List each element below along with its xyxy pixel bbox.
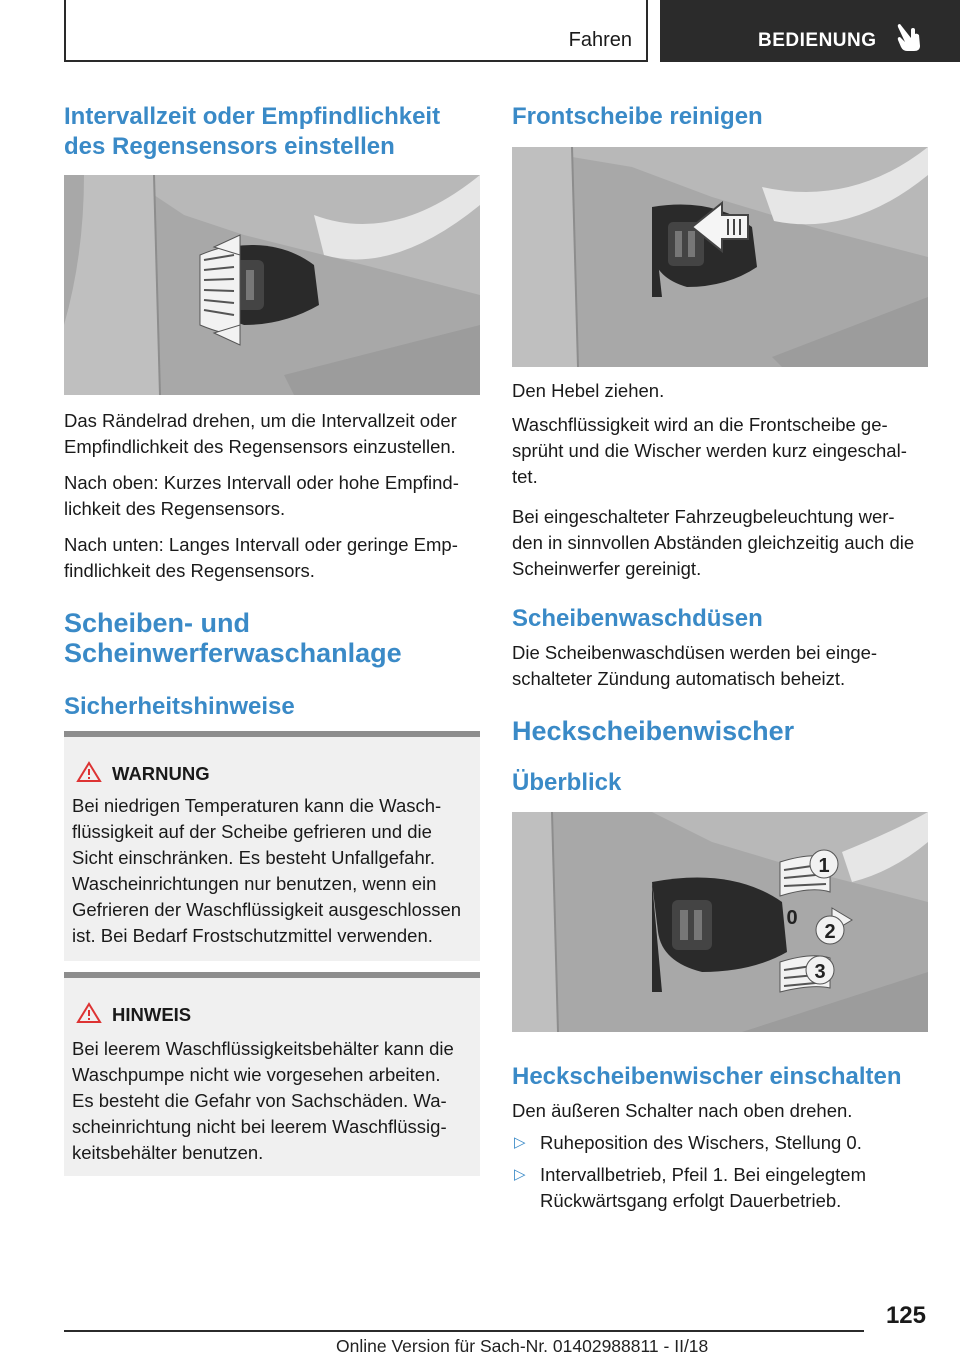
figure-label-0: 0 xyxy=(786,907,798,929)
heading-overview: Überblick xyxy=(512,769,622,796)
heading-rear-wiper-on: Heckscheibenwischer einschalten xyxy=(512,1063,902,1090)
paragraph-pull-lever: Den Hebel ziehen. xyxy=(512,380,665,401)
hint-title: HINWEIS xyxy=(112,1004,192,1025)
figure-rear-wiper-switch xyxy=(512,812,928,1032)
paragraph-downwards: Nach unten: Langes Intervall oder geringe Emp‐ findlichkeit des Regensensors. xyxy=(64,534,458,581)
bullet-triangle-icon: ▷ xyxy=(514,1166,526,1183)
warning-text: Bei niedrigen Temperaturen kann die Wasch‐ flüssigkeit auf der Scheibe gefrieren und die Sicht einschränken. Es besteht Unfallgefahr. Wascheinrichtungen nur benutzen, wenn ein Gefrieren der Waschflüssigkeit ausgeschlossen ist. Bei Bedarf Frostschutzmittel verwenden. xyxy=(72,795,462,946)
heading-washer-system: Scheiben- und Scheinwerferwaschanlage xyxy=(64,608,402,668)
paragraph-turn-switch: Den äußeren Schalter nach oben drehen. xyxy=(512,1100,853,1121)
warning-box xyxy=(64,731,480,961)
heading-interval-sensitivity: Intervallzeit oder Empfindlichkeit des Regensensors einstellen xyxy=(64,103,441,160)
list-item: ▷ Intervallbetrieb, Pfeil 1. Bei eingelegtem Rückwärtsgang erfolgt Dauerbetrieb. xyxy=(514,1164,866,1211)
warning-triangle-icon xyxy=(76,761,102,783)
list-item: ▷ Ruheposition des Wischers, Stellung 0. xyxy=(514,1132,862,1153)
paragraph-washer-fluid: Waschflüssigkeit wird an die Frontscheibe ge‐ sprüht und die Wischer werden kurz eingeschal‐ tet. xyxy=(512,414,907,487)
header-chapter-tab xyxy=(64,0,648,62)
paragraph-thumbwheel: Das Rändelrad drehen, um die Intervallzeit oder Empfindlichkeit des Regensensors einzustellen. xyxy=(64,410,457,457)
figure-label-1: 1 xyxy=(818,855,830,877)
footer-version-text: Online Version für Sach-Nr. 01402988811 - II/18 xyxy=(336,1336,709,1356)
warning-title: WARNUNG xyxy=(112,763,210,784)
header-section-tab xyxy=(660,0,960,62)
paragraph-washer-jets: Die Scheibenwaschdüsen werden bei einge‐ schalteter Zündung automatisch beheizt. xyxy=(512,642,878,689)
heading-washer-jets: Scheibenwaschdüsen xyxy=(512,605,763,632)
bullet-triangle-icon: ▷ xyxy=(514,1134,526,1151)
header-chapter: Fahren xyxy=(568,29,632,51)
hint-box xyxy=(64,972,480,1176)
pointing-hand-icon xyxy=(896,22,922,52)
header-section: BEDIENUNG xyxy=(758,30,877,51)
heading-safety-notes: Sicherheitshinweise xyxy=(64,693,295,720)
figure-thumbwheel xyxy=(64,175,480,395)
figure-label-2: 2 xyxy=(824,921,836,943)
footer-rule xyxy=(64,1330,864,1332)
paragraph-upwards: Nach oben: Kurzes Intervall oder hohe Empfind‐ lichkeit des Regensensors. xyxy=(64,472,459,519)
figure-pull-lever xyxy=(512,147,928,367)
bullet-list xyxy=(512,1130,932,1214)
caution-triangle-icon xyxy=(76,1002,102,1024)
heading-rear-wiper: Heckscheibenwischer xyxy=(512,716,795,746)
paragraph-headlight-cleaning: Bei eingeschalteter Fahrzeugbeleuchtung wer‐ den in sinnvollen Abständen gleichzeitig auch die Scheinwerfer gereinigt. xyxy=(512,506,915,579)
hint-text: Bei leerem Waschflüssigkeitsbehälter kann die Waschpumpe nicht wie vorgesehen arbeiten. Es besteht die Gefahr von Sachschäden. Wa‐ scheinrichtung nicht bei leerem Waschflüssig‐ keitsbehälter benutzen. xyxy=(72,1038,454,1163)
page-number: 125 xyxy=(885,1302,926,1329)
heading-clean-windshield: Frontscheibe reinigen xyxy=(512,103,763,130)
figure-label-3: 3 xyxy=(814,961,826,983)
